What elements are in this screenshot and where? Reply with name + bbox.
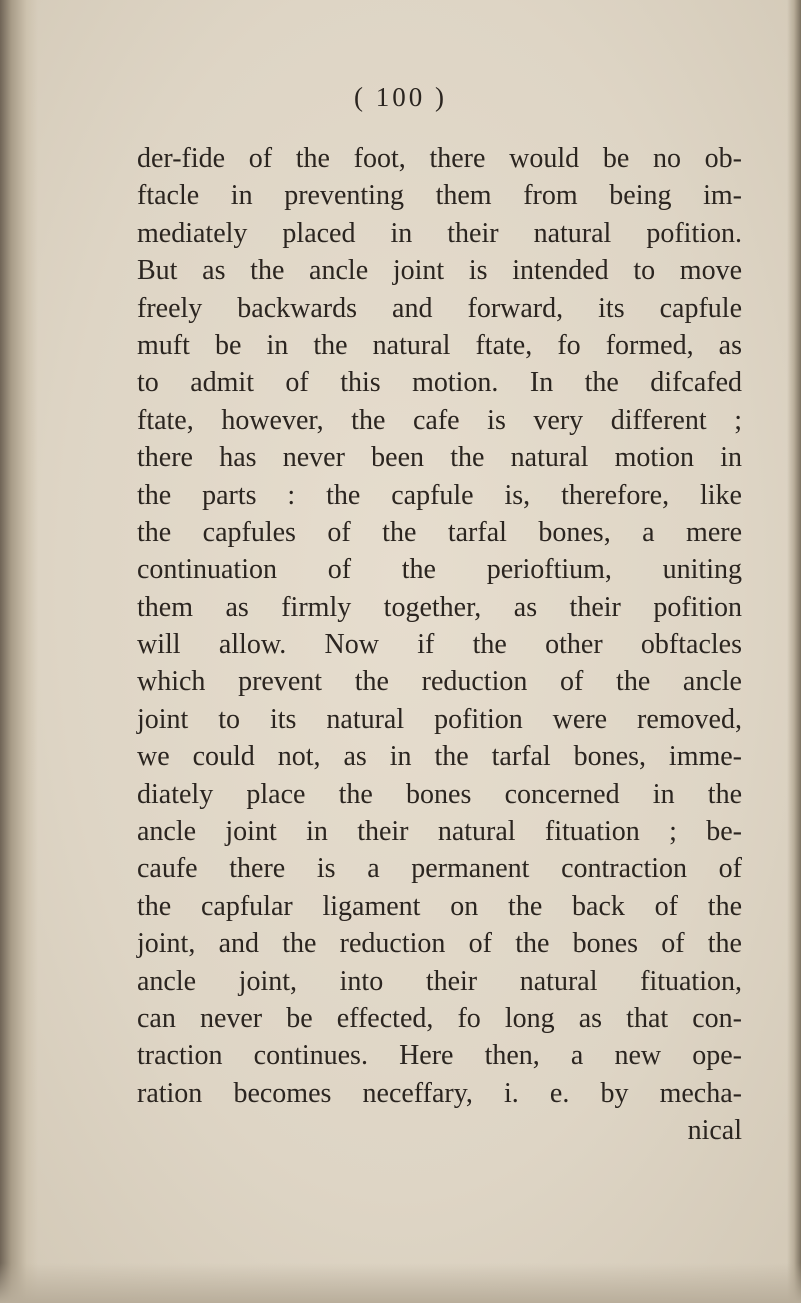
body-text xyxy=(137,140,742,1150)
page-left-edge-shadow xyxy=(0,0,38,1303)
catchword: nical xyxy=(687,1115,742,1147)
text-line: to admit of this motion. In the difcafed xyxy=(137,367,742,399)
text-line: the capfules of the tarfal bones, a mere xyxy=(137,516,742,548)
text-line: there has never been the natural motion in xyxy=(137,442,742,474)
page-number: ( 100 ) xyxy=(354,82,447,112)
text-line: the parts : the capfule is, therefore, like xyxy=(137,479,742,511)
page-right-edge-shadow xyxy=(787,0,801,1303)
page-bottom-edge-shadow xyxy=(0,1263,801,1303)
text-line: will allow. Now if the other obftacles xyxy=(137,629,742,661)
text-line: traction continues. Here then, a new ope- xyxy=(137,1040,742,1072)
text-line: ftacle in preventing them from being im- xyxy=(137,180,742,212)
text-line: them as firmly together, as their pofition xyxy=(137,591,742,623)
text-line: freely backwards and forward, its capfule xyxy=(137,292,742,324)
text-line: ancle joint, into their natural fituation, xyxy=(137,965,742,997)
text-line: muft be in the natural ftate, fo formed, as xyxy=(137,329,742,361)
text-line: continuation of the perioftium, uniting xyxy=(137,554,742,586)
text-line: which prevent the reduction of the ancle xyxy=(137,666,742,698)
text-line: joint to its natural pofition were removed, xyxy=(137,703,742,735)
text-line: we could not, as in the tarfal bones, imme- xyxy=(137,741,742,773)
text-line: joint, and the reduction of the bones of the xyxy=(137,928,742,960)
text-line: ration becomes neceffary, i. e. by mecha- xyxy=(137,1077,742,1109)
text-line: But as the ancle joint is intended to move xyxy=(137,255,742,287)
text-line: mediately placed in their natural pofition. xyxy=(137,217,742,249)
text-line: ancle joint in their natural fituation ; be- xyxy=(137,816,742,848)
text-line: can never be effected, fo long as that con- xyxy=(137,1002,742,1034)
text-line: der-fide of the foot, there would be no ob- xyxy=(137,143,742,174)
text-line: ftate, however, the cafe is very different ; xyxy=(137,404,742,436)
text-line: caufe there is a permanent contraction of xyxy=(137,853,742,885)
text-line: the capfular ligament on the back of the xyxy=(137,890,742,922)
text-line: diately place the bones concerned in the xyxy=(137,778,742,810)
